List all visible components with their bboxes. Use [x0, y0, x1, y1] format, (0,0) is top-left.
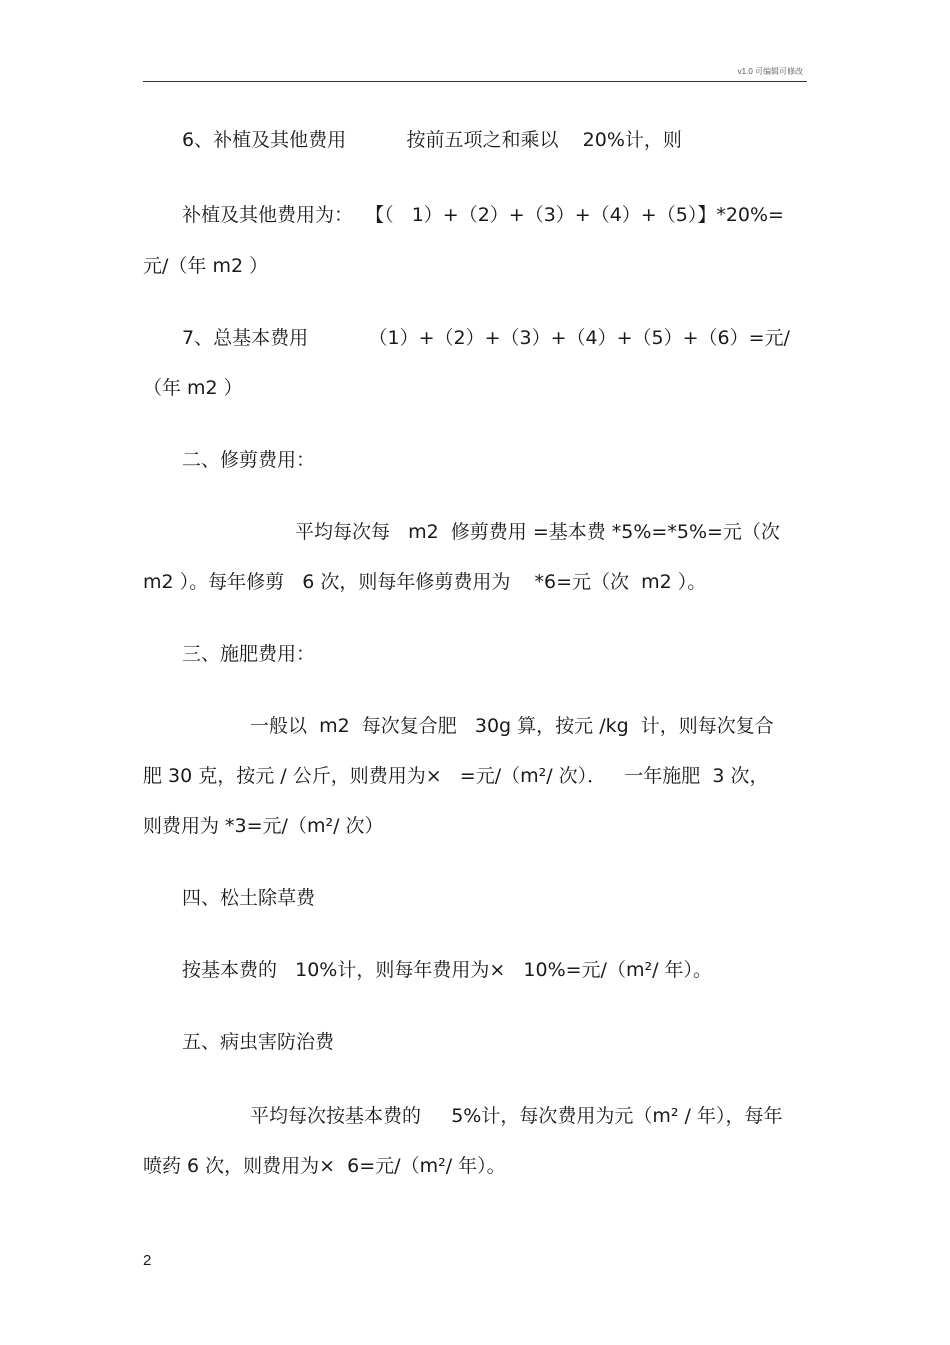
section-heading-weeding: 四、松土除草费	[182, 887, 316, 909]
line-pruning-formula: 平均每次每 m2 修剪费用 =基本费 *5%=*5%=元（次	[295, 521, 780, 543]
line-replanting-heading: 6、补植及其他费用 按前五项之和乘以 20%计，则	[182, 129, 682, 151]
line-weeding-cost: 按基本费的 10%计，则每年费用为× 10%=元/（m²/ 年）。	[182, 959, 713, 981]
line-fertilizing-annual: 则费用为 *3=元/（m²/ 次）	[143, 815, 384, 837]
line-pest-control-cost: 平均每次按基本费的 5%计，每次费用为元（m² / 年），每年	[250, 1105, 783, 1127]
page-number: 2	[143, 1252, 152, 1269]
header-divider	[143, 81, 807, 82]
line-replanting-unit: 元/（年 m2 ）	[143, 255, 269, 277]
section-heading-fertilizing: 三、施肥费用：	[182, 643, 316, 665]
section-heading-pest-control: 五、病虫害防治费	[182, 1031, 335, 1053]
line-replanting-formula: 补植及其他费用为： 【（ 1）+（2）+（3）+（4）+（5）】*20%=	[182, 204, 784, 226]
section-heading-pruning: 二、修剪费用：	[182, 449, 316, 471]
line-pest-control-annual: 喷药 6 次，则费用为× 6=元/（m²/ 年）。	[143, 1155, 506, 1177]
line-fertilizing-basis: 一般以 m2 每次复合肥 30g 算，按元 /kg 计，则每次复合	[250, 715, 774, 737]
line-fertilizing-cost: 肥 30 克，按元 / 公斤，则费用为× =元/（m²/ 次）． 一年施肥 3 次，	[143, 765, 769, 787]
line-pruning-annual: m2 ）。每年修剪 6 次，则每年修剪费用为 *6=元（次 m2 ）。	[143, 571, 707, 593]
line-total-basic-unit: （年 m2 ）	[143, 377, 243, 399]
line-total-basic-cost: 7、总基本费用 （1）+（2）+（3）+（4）+（5）+（6）=元/	[182, 327, 790, 349]
header-version-note: v1.0 可编辑可修改	[737, 67, 803, 76]
